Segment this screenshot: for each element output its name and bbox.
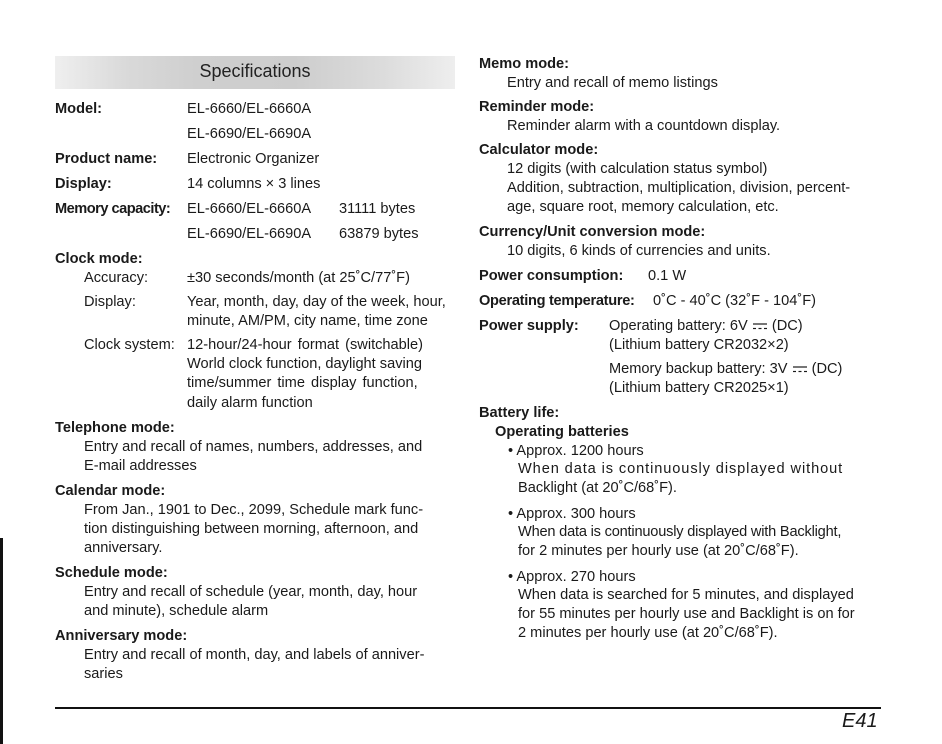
operating-battery-prefix: Operating battery: 6V xyxy=(609,318,748,334)
backup-battery-suffix: (DC) xyxy=(811,361,843,377)
calculator-line: age, square root, memory calculation, etc. xyxy=(507,199,779,215)
battery-life-item-line: When data is continuously displayed without xyxy=(518,461,844,477)
dc-symbol-icon xyxy=(752,323,768,330)
clock-accuracy-value: ±30 seconds/month (at 25˚C/77˚F) xyxy=(187,270,410,286)
memory-model-1: EL-6660/EL-6660A xyxy=(187,201,312,217)
memory-size-1: 31111 bytes xyxy=(339,201,416,217)
anniversary-line: Entry and recall of month, day, and labels of anniver- xyxy=(84,647,425,663)
page-edge-bar xyxy=(0,538,3,744)
clock-display-line: Year, month, day, day of the week, hour, xyxy=(187,294,446,310)
anniversary-line: saries xyxy=(84,666,123,682)
clock-display-label: Display: xyxy=(84,294,136,310)
operating-temperature-label: Operating temperature: xyxy=(479,293,635,309)
calculator-line: 12 digits (with calculation status symbol) xyxy=(507,161,768,177)
telephone-line: Entry and recall of names, numbers, addresses, and xyxy=(84,439,423,455)
calendar-line: From Jan., 1901 to Dec., 2099, Schedule mark func- xyxy=(84,502,424,518)
display-label: Display: xyxy=(55,176,112,192)
power-supply-label: Power supply: xyxy=(479,318,579,334)
dc-symbol-icon xyxy=(792,366,808,373)
calendar-line: tion distinguishing between morning, afternoon, and xyxy=(84,521,419,537)
currency-line: 10 digits, 6 kinds of currencies and units. xyxy=(507,243,771,259)
battery-life-item-bullet: • Approx. 270 hours xyxy=(508,569,636,585)
memory-size-2: 63879 bytes xyxy=(339,226,419,242)
clock-system-line: 12-hour/24-hour format (switchable) xyxy=(187,337,423,353)
currency-mode-heading: Currency/Unit conversion mode: xyxy=(479,224,706,240)
operating-battery-suffix: (DC) xyxy=(771,318,803,334)
operating-battery-type: (Lithium battery CR2032×2) xyxy=(609,337,789,353)
schedule-mode-heading: Schedule mode: xyxy=(55,565,168,581)
operating-battery-line xyxy=(609,319,803,334)
backup-battery-line xyxy=(609,362,842,377)
battery-life-item-bullet: • Approx. 1200 hours xyxy=(508,443,644,459)
memo-line: Entry and recall of memo listings xyxy=(507,75,718,91)
power-consumption-value: 0.1 W xyxy=(648,268,687,284)
battery-life-item-line: When data is continuously displayed with Backlight, xyxy=(518,524,842,540)
model-value-2: EL-6690/EL-6690A xyxy=(187,126,312,142)
battery-life-item-line: for 2 minutes per hourly use (at 20˚C/68˚F). xyxy=(518,543,799,559)
footer-rule xyxy=(55,707,881,709)
memory-capacity-label: Memory capacity: xyxy=(55,201,171,217)
clock-accuracy-label: Accuracy: xyxy=(84,270,149,286)
calculator-mode-heading: Calculator mode: xyxy=(479,142,599,158)
backup-battery-prefix: Memory backup battery: 3V xyxy=(609,361,788,377)
page-number: E41 xyxy=(842,710,878,732)
reminder-line: Reminder alarm with a countdown display. xyxy=(507,118,781,134)
clock-system-line: World clock function, daylight saving xyxy=(187,356,422,372)
clock-display-line: minute, AM/PM, city name, time zone xyxy=(187,313,428,329)
model-value-1: EL-6660/EL-6660A xyxy=(187,101,312,117)
battery-life-item-line: When data is searched for 5 minutes, and displayed xyxy=(518,587,854,603)
reminder-mode-heading: Reminder mode: xyxy=(479,99,595,115)
product-name-label: Product name: xyxy=(55,151,158,167)
operating-temperature-value: 0˚C - 40˚C (32˚F - 104˚F) xyxy=(653,293,816,309)
anniversary-mode-heading: Anniversary mode: xyxy=(55,628,188,644)
battery-life-item-line: 2 minutes per hourly use (at 20˚C/68˚F). xyxy=(518,625,778,641)
calendar-mode-heading: Calendar mode: xyxy=(55,483,166,499)
power-consumption-label: Power consumption: xyxy=(479,268,624,284)
clock-system-line: time/summer time display function, xyxy=(187,375,418,391)
battery-life-item-line: for 55 minutes per hourly use and Backlight is on for xyxy=(518,606,855,622)
schedule-line: and minute), schedule alarm xyxy=(84,603,269,619)
section-title: Specifications xyxy=(199,61,311,81)
model-label: Model: xyxy=(55,101,103,117)
clock-system-label: Clock system: xyxy=(84,337,175,353)
clock-system-line: daily alarm function xyxy=(187,395,313,411)
telephone-mode-heading: Telephone mode: xyxy=(55,420,175,436)
clock-mode-heading: Clock mode: xyxy=(55,251,143,267)
battery-life-item-bullet: • Approx. 300 hours xyxy=(508,506,636,522)
calculator-line: Addition, subtraction, multiplication, division, percent- xyxy=(507,180,851,196)
memory-model-2: EL-6690/EL-6690A xyxy=(187,226,312,242)
memo-mode-heading: Memo mode: xyxy=(479,56,569,72)
section-banner xyxy=(55,56,455,89)
schedule-line: Entry and recall of schedule (year, month, day, hour xyxy=(84,584,418,600)
product-name-value: Electronic Organizer xyxy=(187,151,320,167)
telephone-line: E-mail addresses xyxy=(84,458,197,474)
battery-life-heading: Battery life: xyxy=(479,405,560,421)
operating-batteries-subheading: Operating batteries xyxy=(495,424,629,440)
battery-life-item-line: Backlight (at 20˚C/68˚F). xyxy=(518,480,677,496)
calendar-line: anniversary. xyxy=(84,540,163,556)
backup-battery-type: (Lithium battery CR2025×1) xyxy=(609,380,789,396)
display-value: 14 columns × 3 lines xyxy=(187,176,321,192)
